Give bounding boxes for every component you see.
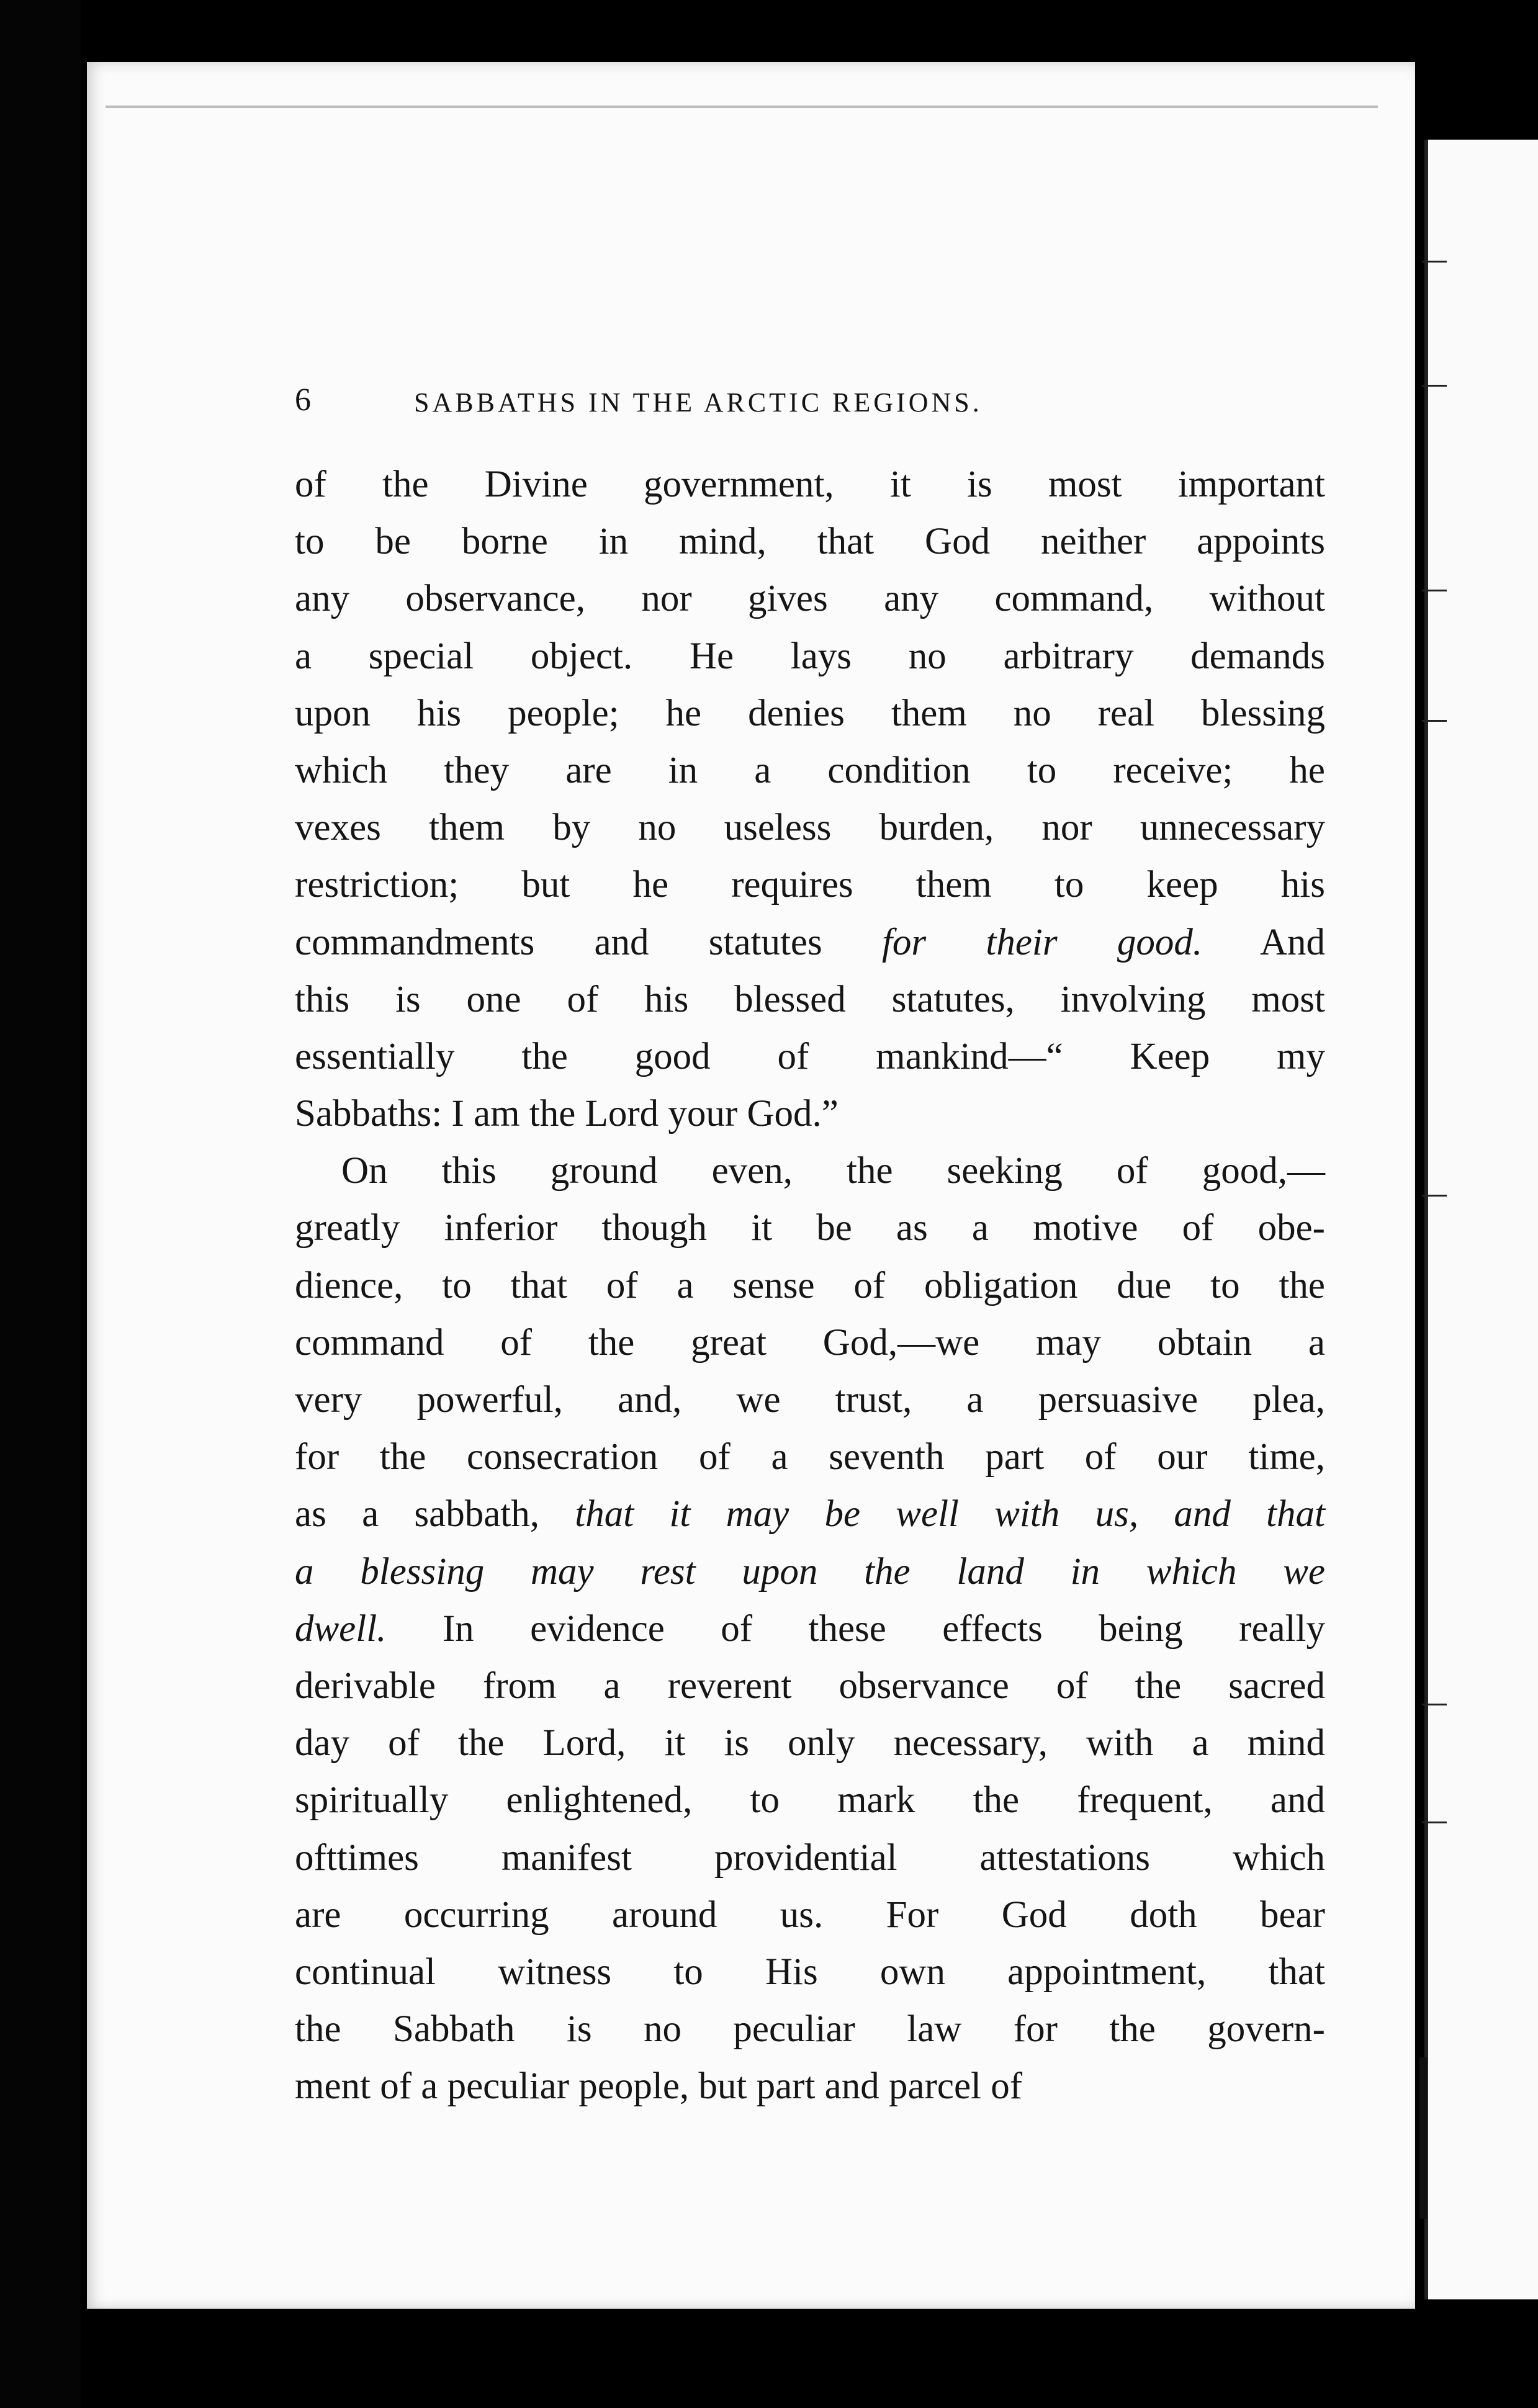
text-line: [295, 1887, 1325, 1944]
text-line: [295, 628, 1325, 685]
page-number: 6: [295, 382, 311, 418]
italic-run: a blessing may rest upon the land in which we: [295, 1550, 1325, 1593]
text-run: And: [1259, 921, 1325, 963]
text-line: [295, 1143, 1325, 1200]
page-header: [295, 382, 1325, 456]
text-run: In evidence of these effects being really: [442, 1607, 1325, 1650]
margin-tick: [1422, 1822, 1447, 1823]
text-line: [295, 1314, 1325, 1372]
italic-run: for their good.: [881, 921, 1203, 963]
text-line: [295, 1543, 1325, 1601]
text-run: day of the Lord, it is only necessary, with a mind: [295, 1722, 1325, 1764]
scan-background: [0, 0, 81, 2408]
text-run: spiritually enlightened, to mark the frequent, and: [295, 1779, 1325, 1822]
text-run: continual witness to His own appointment, that: [295, 1951, 1325, 1993]
text-run: Sabbaths: I am the Lord your God.”: [295, 1093, 839, 1135]
text-line: [295, 1028, 1325, 1085]
book-page: [87, 62, 1415, 2309]
text-run: of the Divine government, it is most important: [295, 464, 1325, 505]
body-text: [295, 456, 1325, 2115]
text-run: commandments and statutes: [295, 921, 822, 963]
text-run: the Sabbath is no peculiar law for the govern-: [295, 2008, 1325, 2051]
margin-tick: [1422, 1704, 1447, 1705]
margin-tick: [1422, 1195, 1447, 1197]
text-run: this is one of his blessed statutes, involving most: [295, 978, 1325, 1020]
text-line: [295, 1601, 1325, 1658]
text-line: [295, 685, 1325, 742]
text-line: [295, 971, 1325, 1028]
text-run: command of the great God,—we may obtain a: [295, 1321, 1325, 1363]
adjacent-page-edge: [1424, 140, 1538, 2299]
text-line: [295, 1486, 1325, 1543]
text-run: dience, to that of a sense of obligation due to the: [295, 1264, 1325, 1306]
text-run: a special object. He lays no arbitrary demands: [295, 635, 1325, 677]
text-run: upon his people; he denies them no real blessing: [295, 692, 1325, 734]
text-run: very powerful, and, we trust, a persuasive plea,: [295, 1379, 1325, 1421]
text-run: which they are in a condition to receive; he: [295, 749, 1325, 791]
text-line: [295, 1944, 1325, 2001]
text-line: [295, 513, 1325, 570]
text-line: [295, 1830, 1325, 1887]
text-run: On this ground even, the seeking of good,—: [341, 1150, 1325, 1192]
text-run: any observance, nor gives any command, without: [295, 578, 1325, 620]
text-line: [295, 742, 1325, 799]
text-line: [295, 570, 1325, 627]
text-run: to be borne in mind, that God neither appoints: [295, 521, 1325, 563]
text-line: [295, 1658, 1325, 1715]
text-line: [295, 1257, 1325, 1314]
text-line: [295, 799, 1325, 856]
text-run: vexes them by no useless burden, nor unnecessary: [295, 807, 1325, 849]
text-run: as a sabbath,: [295, 1493, 539, 1535]
margin-tick: [1422, 590, 1447, 591]
text-line: [295, 456, 1325, 513]
italic-run: that it may be well with us, and that: [575, 1493, 1325, 1535]
margin-tick: [1422, 720, 1447, 722]
text-run: essentially the good of mankind—“ Keep my: [295, 1035, 1325, 1077]
italic-run: dwell.: [295, 1607, 387, 1650]
text-line: [295, 914, 1325, 971]
margin-shadow: [1419, 2057, 1427, 2219]
text-line: [295, 2058, 1325, 2115]
text-line: [295, 856, 1325, 914]
text-run: are occurring around us. For God doth bear: [295, 1894, 1325, 1936]
text-line: [295, 1372, 1325, 1429]
text-run: ofttimes manifest providential attestations which: [295, 1836, 1325, 1879]
text-line: [295, 1772, 1325, 1829]
text-run: derivable from a reverent observance of the sacred: [295, 1664, 1325, 1707]
text-run: for the consecration of a seventh part of our time,: [295, 1436, 1325, 1478]
running-title: SABBATHS IN THE ARCTIC REGIONS.: [414, 387, 983, 418]
text-line: [295, 1429, 1325, 1486]
text-run: greatly inferior though it be as a motive of obe-: [295, 1207, 1325, 1249]
text-line: [295, 2001, 1325, 2058]
page-content: [295, 382, 1325, 2115]
text-line: [295, 1200, 1325, 1257]
text-run: ment of a peculiar people, but part and parcel of: [295, 2065, 1023, 2108]
margin-tick: [1422, 385, 1447, 387]
text-line: [295, 1715, 1325, 1772]
text-line: [295, 1085, 1325, 1143]
margin-tick: [1422, 261, 1447, 263]
text-run: restriction; but he requires them to keep his: [295, 864, 1325, 906]
